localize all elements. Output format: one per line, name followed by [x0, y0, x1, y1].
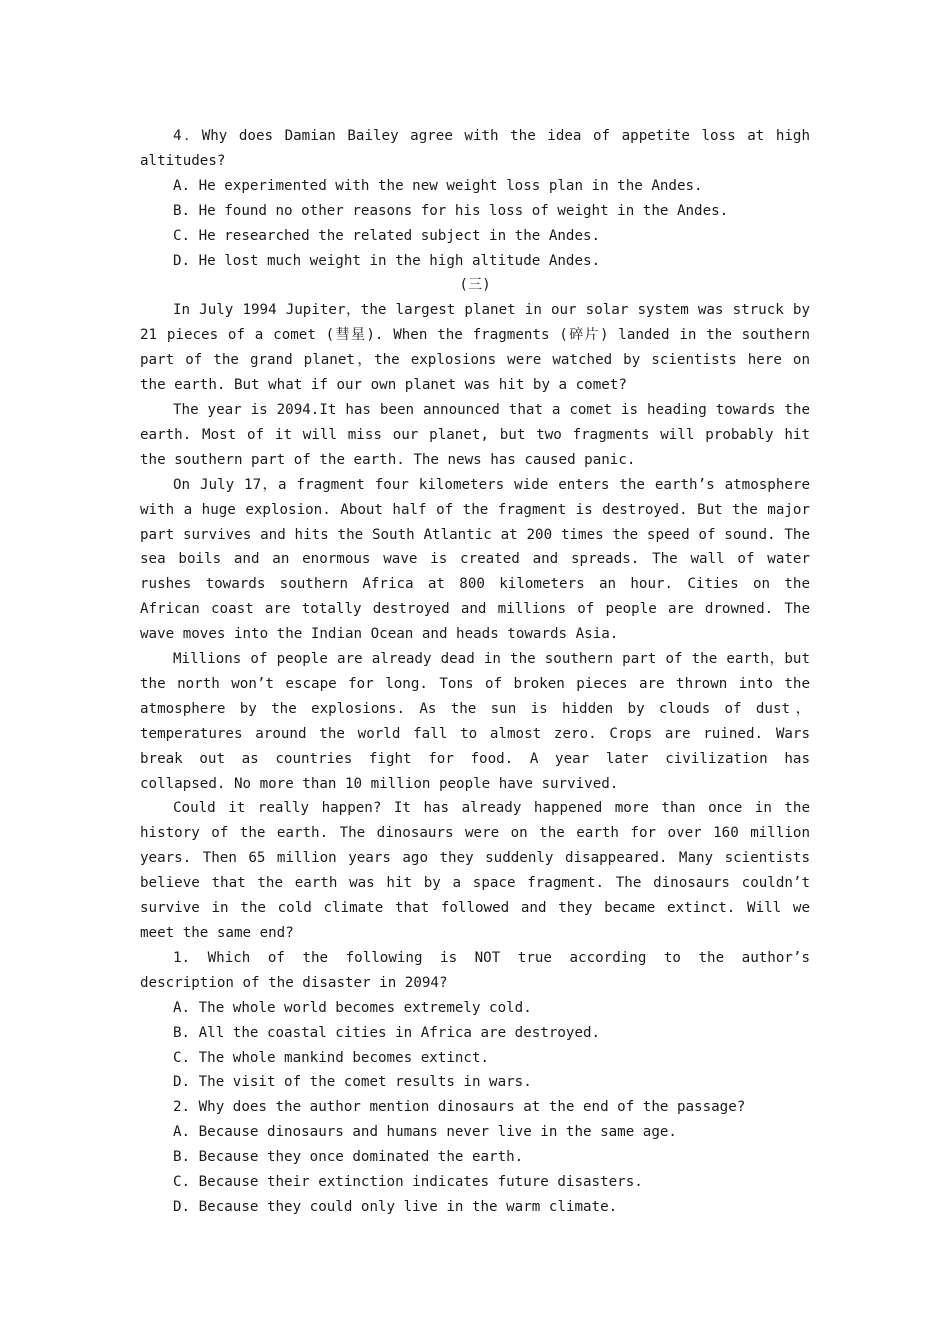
question-2-option-b: B. Because they once dominated the earth.: [173, 1149, 524, 1166]
question-1-stem: 1. Which of the following is NOT true according to the author’s description of the disaster in 2094?: [140, 949, 810, 991]
passage-paragraph-2: The year is 2094.It has been announced that a comet is heading towards the earth. Most of it will miss our planet, but two fragments will probably hit the southern part of the earth. The news has caused panic.: [140, 401, 810, 468]
passage-paragraph-1: In July 1994 Jupiter，the largest planet in our solar system was struck by 21 pieces of a comet (彗星). When the fragments (碎片) landed in the southern part of the grand planet，the explosions were watched by scientists here on the earth. But what if our own planet was hit by a comet?: [140, 302, 810, 394]
question-1-option-a: A. The whole world becomes extremely cold.: [173, 999, 532, 1016]
question-2-option-d: D. Because they could only live in the warm climate.: [173, 1198, 618, 1215]
question-4-option-d: D. He lost much weight in the high altitude Andes.: [173, 252, 601, 269]
question-4-option-a: A. He experimented with the new weight loss plan in the Andes.: [173, 177, 703, 194]
passage-paragraph-5: Could it really happen? It has already happened more than once in the history of the earth. The dinosaurs were on the earth for over 160 million years. Then 65 million years ago they suddenly disappeared. Many scientists believe that the earth was hit by a space fragment. The dinosaurs couldn’t survive in the cold climate that followed and they became extinct. Will we meet the same end?: [140, 800, 810, 941]
question-1-option-c: C. The whole mankind becomes extinct.: [173, 1049, 490, 1066]
passage-paragraph-3: On July 17，a fragment four kilometers wide enters the earth’s atmosphere with a huge explosion. About half of the fragment is destroyed. But the major part survives and hits the South Atlantic at 200 times the speed of sound. The sea boils and an enormous wave is created and spreads. The wall of water rushes towards southern Africa at 800 kilometers an hour. Cities on the African coast are totally destroyed and millions of people are drowned. The wave moves into the Indian Ocean and heads towards Asia.: [140, 476, 810, 643]
question-2-option-c: C. Because their extinction indicates future disasters.: [173, 1174, 643, 1191]
question-2-option-a: A. Because dinosaurs and humans never live in the same age.: [173, 1124, 677, 1141]
section-heading: (三): [459, 277, 491, 294]
document-page: [140, 124, 810, 1220]
question-1-option-b: B. All the coastal cities in Africa are destroyed.: [173, 1024, 601, 1041]
question-4-option-b: B. He found no other reasons for his loss of weight in the Andes.: [173, 202, 729, 219]
question-2-stem: 2. Why does the author mention dinosaurs at the end of the passage?: [173, 1099, 746, 1116]
question-4-stem: 4．Why does Damian Bailey agree with the idea of appetite loss at high altitudes?: [140, 128, 810, 169]
question-4-option-c: C. He researched the related subject in the Andes.: [173, 227, 601, 244]
passage-paragraph-4: Millions of people are already dead in the southern part of the earth，but the north won’t escape for long. Tons of broken pieces are thrown into the atmosphere by the explosions. As the sun is hidden by clouds of dust，temperatures around the world fall to almost zero. Crops are ruined. Wars break out as countries fight for food. A year later civilization has collapsed. No more than 10 million people have survived.: [140, 651, 810, 792]
question-1-option-d: D. The visit of the comet results in wars.: [173, 1074, 532, 1091]
